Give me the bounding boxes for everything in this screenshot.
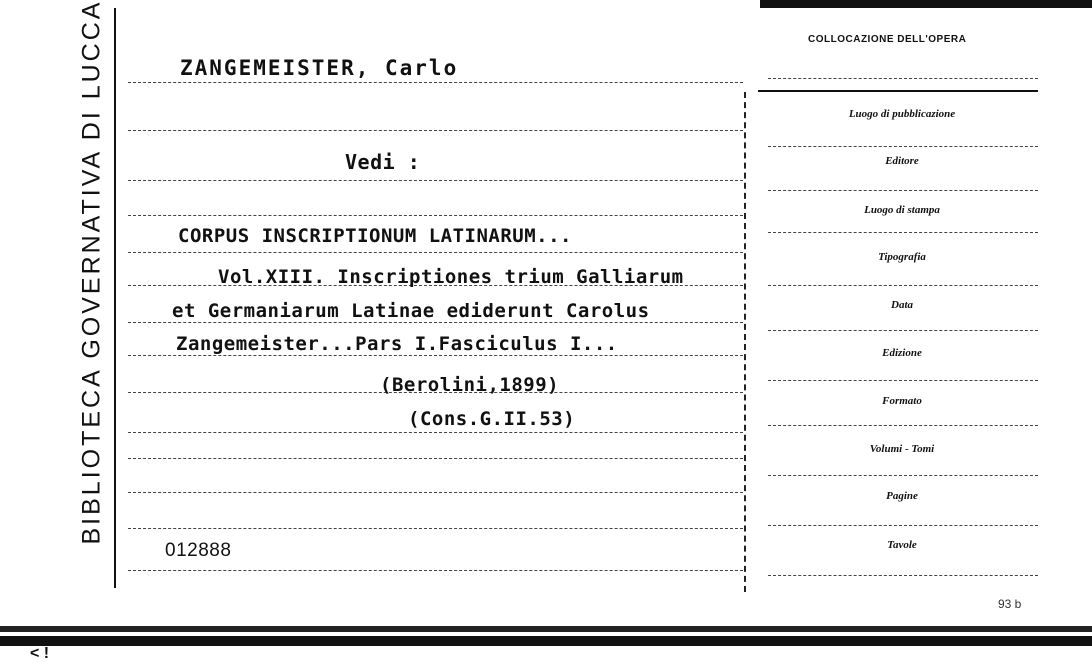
left-margin-line <box>114 8 116 588</box>
rule <box>128 432 743 433</box>
see-reference: Vedi : <box>345 150 421 174</box>
library-stamp: BIBLIOTECA GOVERNATIVA DI LUCCA <box>77 0 106 545</box>
rule <box>128 570 743 571</box>
top-border <box>760 0 1092 8</box>
panel-rule <box>768 425 1038 426</box>
bottom-edge <box>0 626 1092 632</box>
right-panel-top-rule <box>758 90 1038 92</box>
rule <box>128 180 743 181</box>
body-line: CORPUS INSCRIPTIONUM LATINARUM... <box>178 225 572 247</box>
rule <box>128 458 743 459</box>
panel-title: COLLOCAZIONE DELL'OPERA <box>808 34 967 45</box>
panel-rule <box>768 232 1038 233</box>
panel-rule <box>768 190 1038 191</box>
panel-rule <box>768 475 1038 476</box>
rule <box>128 252 743 253</box>
body-line: (Berolini,1899) <box>380 374 560 396</box>
field-label: Volumi - Tomi <box>869 443 935 455</box>
bottom-edge <box>0 636 1092 646</box>
field-label: Pagine <box>886 490 918 502</box>
field-label: Edizione <box>882 347 922 359</box>
body-line: Vol.XIII. Inscriptiones trium Galliarum <box>218 266 684 288</box>
body-line: et Germaniarum Latinae ediderunt Carolus <box>172 300 650 322</box>
panel-rule <box>768 380 1038 381</box>
rule <box>128 355 743 356</box>
field-label: Luogo di stampa <box>864 204 940 216</box>
field-label: Editore <box>885 155 919 167</box>
panel-rule <box>768 146 1038 147</box>
right-panel-border <box>744 92 746 592</box>
field-label: Tavole <box>887 539 917 551</box>
panel-rule <box>768 330 1038 331</box>
panel-rule <box>768 525 1038 526</box>
rule <box>128 215 743 216</box>
rule <box>128 130 743 131</box>
field-label: Formato <box>882 395 922 407</box>
corner-mark: 93 b <box>998 597 1022 611</box>
body-line: Zangemeister...Pars I.Fasciculus I... <box>176 333 618 355</box>
field-label: Data <box>891 299 913 311</box>
rule <box>128 322 743 323</box>
field-label: Tipografia <box>878 251 926 263</box>
rule <box>128 528 743 529</box>
rule <box>128 492 743 493</box>
rule <box>128 82 743 83</box>
author-heading: ZANGEMEISTER, Carlo <box>180 56 459 80</box>
field-label: Luogo di pubblicazione <box>848 108 956 120</box>
body-line: (Cons.G.II.53) <box>408 408 576 430</box>
panel-rule <box>768 575 1038 576</box>
panel-rule <box>768 78 1038 79</box>
catalog-number: 012888 <box>165 540 232 561</box>
panel-rule <box>768 285 1038 286</box>
bottom-mark: < ! <box>30 645 50 662</box>
